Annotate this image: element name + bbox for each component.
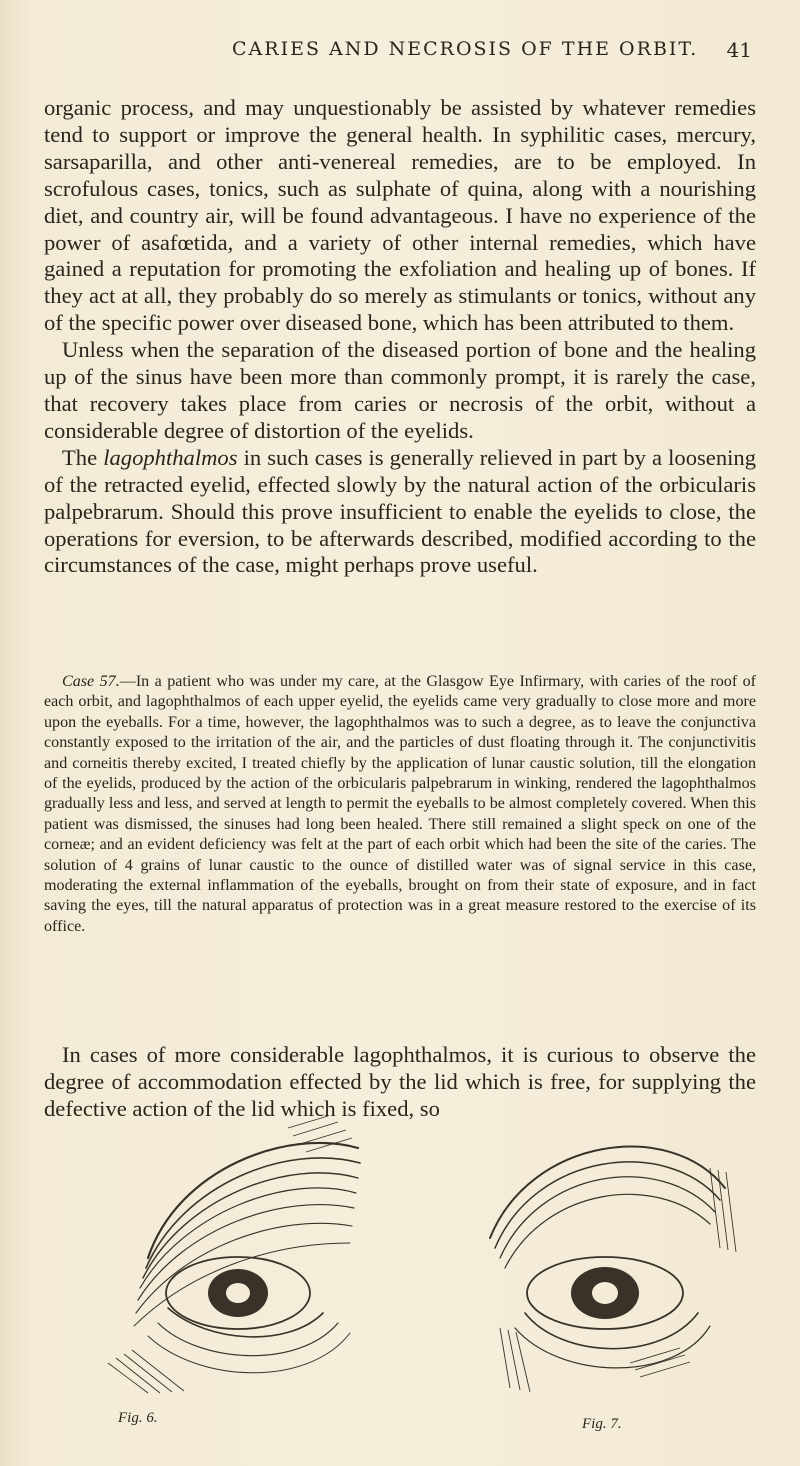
paragraph-3-lead: The bbox=[62, 444, 104, 470]
figure-7-illustration bbox=[470, 1108, 750, 1408]
case-text: —In a patient who was under my care, at the Glasgow Eye Infirmary, with caries of the roof of each orbit, and lagophthalmos of each upper eyelid, the eyelids came very gradually to close more and more upon the eyeballs. For a time, however, the lagophthalmos was to such a degree, as to leave the conjunctiva constantly exposed to the irritation of the air, and the particles of dust floating through it. The conjunctivitis and corneitis thereby excited, I treated chiefly by the application of lunar caustic solution, till the elongation of the eyelids, produced by the action of the orbicularis palpebrarum in winking, rendered the lagophthalmos gradually less and less, and served at length to permit the eyeballs to be almost completely covered. When this patient was dismissed, the sinuses had long been healed. There still remained a slight speck on one of the corneæ; and an evident deficiency was felt at the part of each orbit which had been the site of the caries. The solution of 4 grains of lunar caustic to the ounce of distilled water was of signal service in this case, moderating the external inflammation of the eyeballs, brought on from their state of exposure, and in fact saving the eyes, till the natural apparatus of protection was in a great measure restored to the exercise of its office. bbox=[44, 673, 757, 935]
lagophthalmos-term: lagophthalmos bbox=[103, 444, 238, 470]
main-body bbox=[44, 95, 756, 579]
paragraph-4: In cases of more considerable lagophthalmos, it is curious to observe the degree of accommodation effected by the lid which is free, for supplying the defective action of the lid which is fixed, so bbox=[44, 1042, 756, 1121]
page-number: 41 bbox=[726, 38, 752, 62]
paragraph-3 bbox=[44, 445, 756, 580]
case-57-paragraph bbox=[44, 672, 756, 937]
figure-6-caption: Fig. 6. bbox=[118, 1410, 158, 1426]
running-title: CARIES AND NECROSIS OF THE ORBIT. bbox=[232, 38, 699, 60]
case-label: Case 57. bbox=[62, 673, 120, 690]
paragraph-1: organic process, and may unquestionably be assisted by whatever remedies tend to support or improve the general health. In syphilitic cases, mercury, sarsaparilla, and other anti-venereal remedies, are to be employed. In scrofulous cases, tonics, such as sulphate of quina, along with a nourishing diet, and country air, will be found advantageous. I have no experience of the power of asafœtida, and a variety of other internal remedies, which have gained a reputation for promoting the exfoliation and healing up of bones. If they act at all, they probably do so merely as stimulants or tonics, without any of the specific power over diseased bone, which has been attributed to them. bbox=[44, 95, 756, 336]
figure-7-caption: Fig. 7. bbox=[582, 1416, 622, 1432]
case-report bbox=[44, 672, 756, 937]
figure-6-illustration bbox=[88, 1108, 378, 1408]
paragraph-3-rest: in such cases is generally relieved in part by a loosening of the retracted eyelid, effected slowly by the natural action of the orbicularis palpebrarum. Should this prove insufficient to enable the eyelids to close, the operations for eversion, to be afterwards described, modified according to the circumstances of the case, might perhaps prove useful. bbox=[44, 444, 756, 578]
paragraph-2: Unless when the separation of the diseased portion of bone and the healing up of the sinus have been more than commonly prompt, it is rarely the case, that recovery takes place from caries or necrosis of the orbit, without a considerable degree of distortion of the eyelids. bbox=[44, 337, 756, 443]
